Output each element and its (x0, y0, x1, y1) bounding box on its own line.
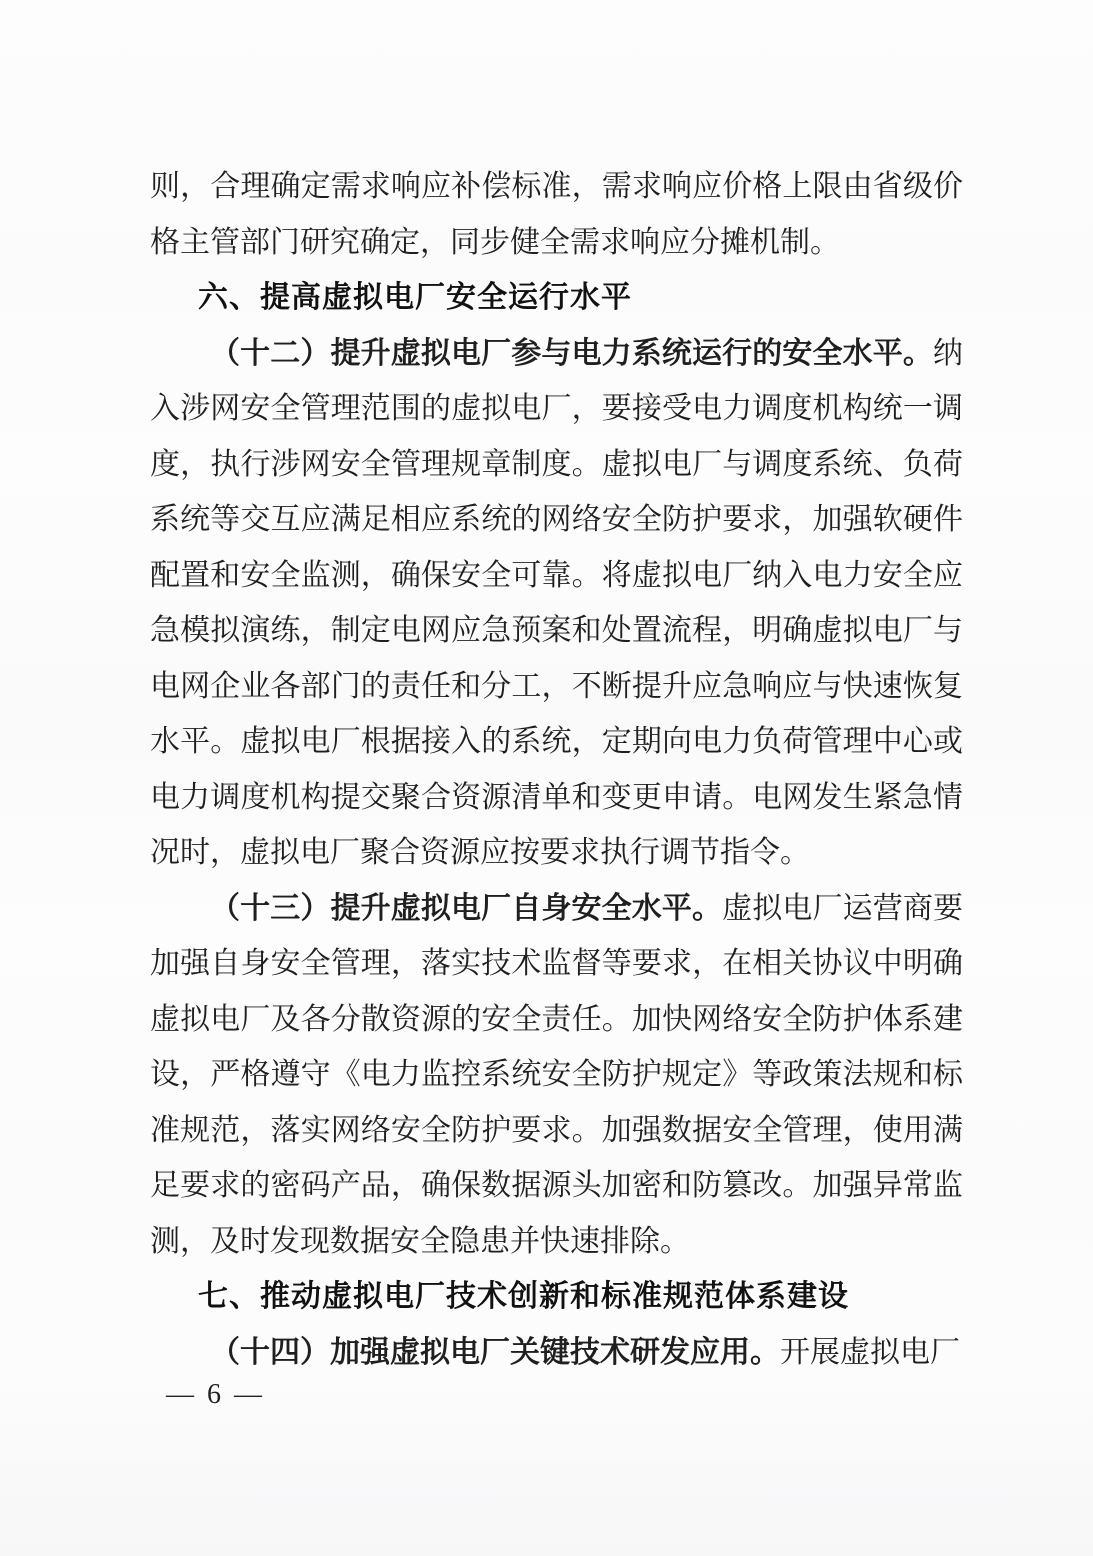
paragraph-item-12 (150, 326, 963, 881)
paragraph-item-12-lead: （十二）提升虚拟电厂参与电力系统运行的安全水平。 (210, 336, 933, 370)
paragraph-item-13 (150, 881, 963, 1270)
paragraph-item-13-lead: （十三）提升虚拟电厂自身安全水平。 (210, 891, 723, 925)
section-heading-seven: 七、推动虚拟电厂技术创新和标准规范体系建设 (198, 1280, 849, 1313)
paragraph-item-14 (150, 1325, 963, 1381)
paragraph-item-12-body: 纳入涉网安全管理范围的虚拟电厂，要接受电力调度机构统一调度，执行涉网安全管理规章制度。虚拟电厂与调度系统、负荷系统等交互应满足相应系统的网络安全防护要求，加强软硬件配置和安全监测，确保安全可靠。将虚拟电厂纳入电力安全应急模拟演练，制定电网应急预案和处置流程，明确虚拟电厂与电网企业各部门的责任和分工，不断提升应急响应与快速恢复水平。虚拟电厂根据接入的系统，定期向电力负荷管理中心或电力调度机构提交聚合资源清单和变更申请。电网发生紧急情况时，虚拟电厂聚合资源应按要求执行调节指令。 (150, 336, 963, 869)
paragraph-continuation: 则，合理确定需求响应补偿标准，需求响应价格上限由省级价格主管部门研究确定，同步健全需求响应分摊机制。 (150, 170, 963, 259)
paragraph-item-13-body: 虚拟电厂运营商要加强自身安全管理，落实技术监督等要求，在相关协议中明确虚拟电厂及各分散资源的安全责任。加快网络安全防护体系建设，严格遵守《电力监控系统安全防护规定》等政策法规和标准规范，落实网络安全防护要求。加强数据安全管理，使用满足要求的密码产品，确保数据源头加密和防篡改。加强异常监测，及时发现数据安全隐患并快速排除。 (150, 891, 963, 1258)
document-body (150, 159, 963, 1380)
paragraph-item-14-body: 开展虚拟电厂 (780, 1335, 960, 1369)
section-heading-six: 六、提高虚拟电厂安全运行水平 (198, 281, 632, 314)
page-number: — 6 — (166, 1379, 265, 1410)
paragraph-item-14-lead: （十四）加强虚拟电厂关键技术研发应用。 (210, 1335, 780, 1369)
